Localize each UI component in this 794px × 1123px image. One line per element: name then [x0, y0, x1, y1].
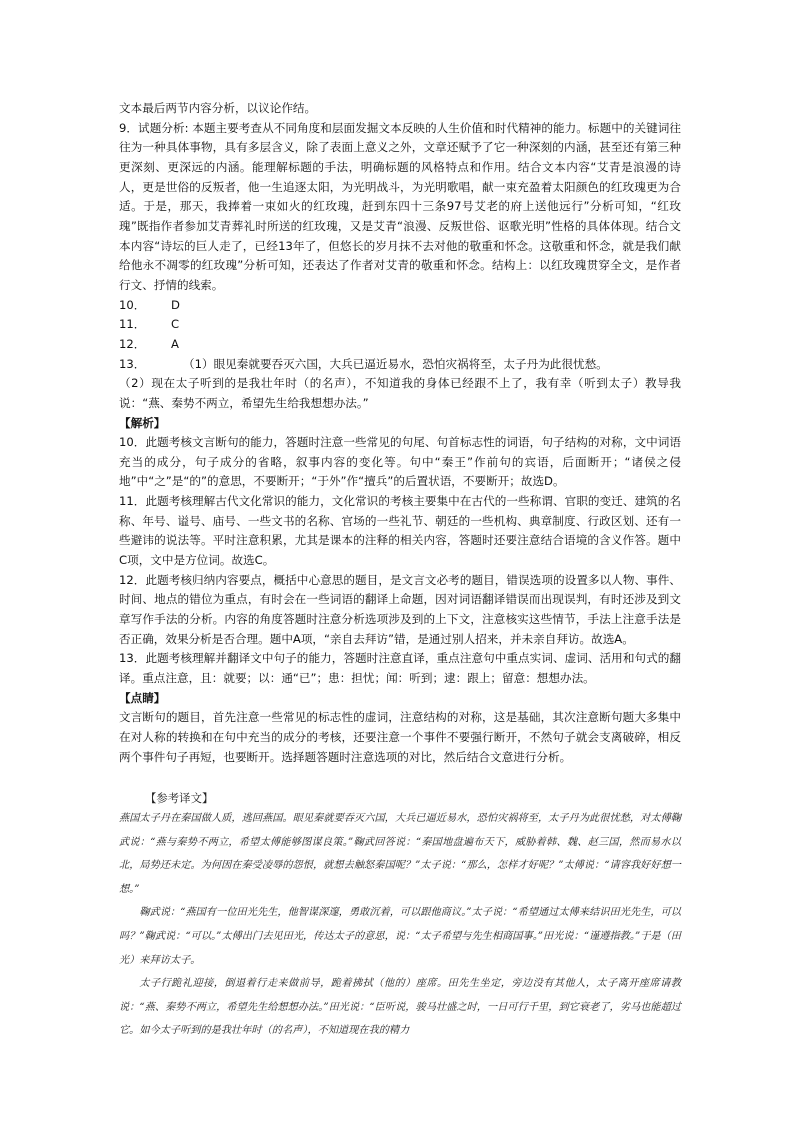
reference-para-2: 鞠武说：“燕国有一位田光先生，他智谋深邃，勇敢沉着，可以跟他商议。”太子说：“希望通过太傅来结识田光先生，可以吗？”鞠武说：“可以。”太傅出门去见田光，传达太子的意思，说：“太子希望与先生相商国事。”田光说：“谨遵指教。”于是（田光）来拜访太子。: [119, 907, 681, 966]
q12-choice: A: [171, 336, 179, 351]
q13-answer: [119, 355, 681, 375]
dianjing-text: 文言断句的题目，首先注意一些常见的标志性的虚词，注意结构的对称，这是基础，其次注意断句题大多集中在对人称的转换和在句中充当的成分的考核，还要注意一个事件不要强行断开，不然句子就会支离破碎，相反两个事件句子再短，也要断开。选择题答题时注意选项的对比，然后结合文意进行分析。: [119, 710, 681, 764]
reference-translation: [119, 789, 681, 1043]
q10-number: 10．: [119, 297, 146, 312]
q12-answer: [119, 335, 681, 355]
q10-choice: D: [171, 297, 180, 312]
q12-number: 12．: [119, 336, 146, 351]
q13-part2: （2）现在太子听到的是我壮年时（的名声），不知道我的身体已经跟不上了，我有幸（听到太子）教导我说：“燕、秦势不两立，希望先生给我想想办法。”: [119, 376, 681, 410]
q13-part1: （1）眼见秦就要吞灭六国，大兵已逼近易水，恐怕灾祸将至，太子丹为此很忧愁。: [183, 356, 608, 371]
q10-answer: [119, 296, 681, 316]
reference-title: 【参考译文】: [145, 791, 214, 805]
q13-number: 13．: [119, 356, 146, 371]
explain-11: 11．此题考核理解古代文化常识的能力，文化常识的考核主要集中在古代的一些称谓、官职的变迁、建筑的名称、年号、谥号、庙号、一些文书的名称、官场的一些礼节、朝廷的一些机构、典章制度、行政区划、还有一些避讳的说法等。平时注意积累，尤其是课本的注释的相关内容，答题时还要注意结合语境的含义作答。题中C项，文中是方位词。故选C。: [119, 494, 681, 568]
explain-13: 13．此题考核理解并翻译文中句子的能力，答题时注意直译，重点注意句中重点实词、虚词、活用和句式的翻译。重点注意，且：就要；以：通“已”；患：担忧；闻：听到；逮：跟上；留意：想想办法。: [119, 651, 681, 686]
q11-number: 11．: [119, 317, 146, 332]
reference-para-1: 燕国太子丹在秦国做人质，逃回燕国。眼见秦就要吞灭六国，大兵已逼近易水，恐怕灾祸将至，太子丹为此很忧愁，对太傅鞠武说：“燕与秦势不两立，希望太傅能够图谋良策。”鞠武回答说：“秦国地盘遍布天下，威胁着韩、魏、赵三国，然而易水以北，局势还未定。为何因在秦受凌辱的怨恨，就想去触怒秦国呢？”太子说：“那么，怎样才好呢？”太傅说：“请容我好好想一想。”: [119, 813, 681, 895]
q11-choice: C: [171, 317, 180, 332]
intro-line: 文本最后两节内容分析，以议论作结。: [119, 101, 317, 115]
answer-section: [119, 99, 681, 767]
explain-10: 10．此题考核文言断句的能力，答题时注意一些常见的句尾、句首标志性的词语，句子结构的对称，文中词语充当的成分，句子成分的省略，叙事内容的变化等。句中“秦王”作前句的宾语，后面断开；“诸侯之侵地”中“之”是“的”的意思，不要断开；“于外”作“擅兵”的后置状语，不要断开；故选D。: [119, 435, 681, 489]
dianjing-heading: 【点睛】: [119, 690, 166, 705]
jiexi-heading: 【解析】: [119, 415, 166, 430]
q9-analysis: 9．试题分析: 本题主要考查从不同角度和层面发掘文本反映的人生价值和时代精神的能力。标题中的关键词往往为一种具体事物，具有多层含义，除了表面上意义之外，文章还赋予了它一种深刻的内涵，甚至还有第三种更深刻、更深远的内涵。能理解标题的手法，明确标题的风格特点和作用。结合文本内容“艾青是浪漫的诗人，更是世俗的反叛者，他一生追逐太阳，为光明战斗，为光明歌唱，献一束充盈着太阳颜色的红玫瑰更为合适。于是，那天，我捧着一束如火的红玫瑰，赶到东四十三条97号艾老的府上送他远行”分析可知，“红玫瑰”既指作者参加艾青葬礼时所送的红玫瑰，又是艾青“浪漫、反叛世俗、讴歌光明”性格的具体体现。结合文本内容“诗坛的巨人走了，已经13年了，但悠长的岁月抹不去对他的敬重和怀念。这敬重和怀念，就是我们献给他永不凋零的红玫瑰”分析可知，还表达了作者对艾青的敬重和怀念。结构上：以红玫瑰贯穿全文，是作者行文、抒情的线索。: [119, 120, 681, 292]
explain-12: 12．此题考核归纳内容要点，概括中心意思的题目，是文言文必考的题目，错误选项的设置多以人物、事件、时间、地点的错位为重点，有时会在一些词语的翻译上命题，因对词语翻译错误而出现误判，有时还涉及到文章写作手法的分析。内容的角度答题时注意分析选项涉及到的上下文，注意核实这些情节，手法上注意手法是否正确，效果分析是否合理。题中A项，“亲自去拜访”错，是通过别人招来，并未亲自拜访。故选A。: [119, 572, 681, 646]
reference-para-3: 太子行跪礼迎接，倒退着行走来做前导，跪着拂拭（他的）座席。田先生坐定，旁边没有其他人，太子离开座席请教说：“燕、秦势不两立，希望先生给想想办法。”田光说：“臣听说，骏马壮盛之时，一日可行千里，到它衰老了，劣马也能超过它。如今太子听到的是我壮年时（的名声），不知道现在我的精力: [119, 978, 681, 1037]
q11-answer: [119, 315, 681, 335]
